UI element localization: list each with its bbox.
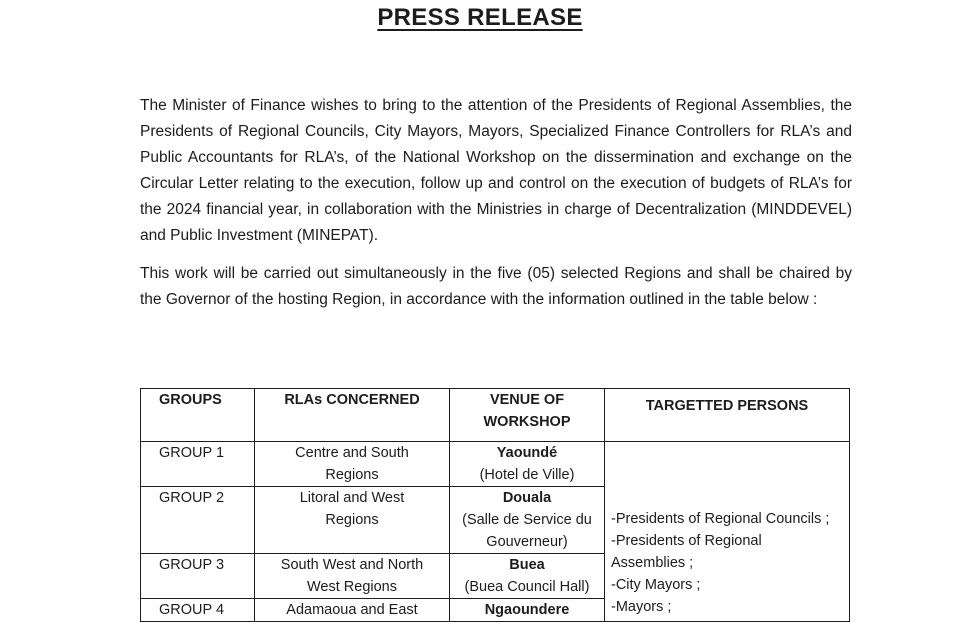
venue-place: (Hotel de Ville) — [479, 467, 575, 483]
venue-city: Yaoundé — [496, 445, 558, 461]
rla-line: West Regions — [307, 579, 397, 595]
venue-city: Buea — [509, 557, 545, 573]
venue-city: Ngaoundere — [484, 602, 570, 618]
target-item: -Presidents of Regional — [611, 533, 762, 549]
venue-place: Gouverneur) — [486, 534, 568, 550]
rla-cell — [255, 442, 450, 487]
rla-cell — [255, 487, 450, 554]
targeted-persons-cell — [605, 442, 850, 622]
venue-cell — [450, 487, 605, 554]
page-title: PRESS RELEASE — [377, 4, 583, 31]
target-item: -City Mayors ; — [611, 577, 701, 593]
rla-line: Regions — [325, 512, 379, 528]
group-cell: GROUP 1 — [141, 442, 255, 487]
target-item: -Presidents of Regional Councils ; — [611, 511, 830, 527]
group-cell: GROUP 4 — [141, 599, 255, 622]
venue-cell — [450, 554, 605, 599]
group-cell: GROUP 2 — [141, 487, 255, 554]
venue-place: (Salle de Service du — [462, 512, 592, 528]
rla-cell — [255, 554, 450, 599]
target-item: Assemblies ; — [611, 555, 694, 571]
rla-line: Adamaoua and East — [286, 602, 418, 618]
rla-line: South West and North — [280, 557, 424, 573]
venue-cell — [450, 442, 605, 487]
rla-line: Regions — [325, 467, 379, 483]
rla-cell — [255, 599, 450, 622]
header-targeted-persons: TARGETTED PERSONS — [605, 389, 850, 442]
arrangement-paragraph: This work will be carried out simultaneously in the five (05) selected Regions and shall be chaired by the Governor of the hosting Region, in accordance with the information outlined in the table below : — [140, 265, 852, 308]
workshop-table — [140, 388, 850, 622]
rla-line: Centre and South — [295, 445, 409, 461]
header-venue — [450, 389, 605, 442]
header-rlas-concerned: RLAs CONCERNED — [255, 389, 450, 442]
target-item: -Mayors ; — [611, 599, 672, 615]
group-cell: GROUP 3 — [141, 554, 255, 599]
venue-place: (Buea Council Hall) — [464, 579, 590, 595]
venue-city: Douala — [502, 490, 552, 506]
intro-paragraph: The Minister of Finance wishes to bring to the attention of the Presidents of Regional Assemblies, the Presidents of Regional Councils, City Mayors, Mayors, Specialized Finance Controllers for RLA’s and Public Accountants for RLA’s, of the National Workshop on the dissermination and exchange on the Circular Letter relating to the execution, follow up and control on the execution of budgets of RLA’s for the 2024 financial year, in collaboration with the Ministries in charge of Decentralization (MINDDEVEL) and Public Investment (MINEPAT). — [140, 97, 852, 244]
header-groups: GROUPS — [141, 389, 255, 442]
table-header-row — [141, 389, 850, 442]
header-venue-line1: VENUE OF — [489, 392, 565, 408]
venue-cell — [450, 599, 605, 622]
table-row — [141, 442, 850, 487]
header-venue-line2: WORKSHOP — [483, 414, 571, 430]
rla-line: Litoral and West — [299, 490, 405, 506]
